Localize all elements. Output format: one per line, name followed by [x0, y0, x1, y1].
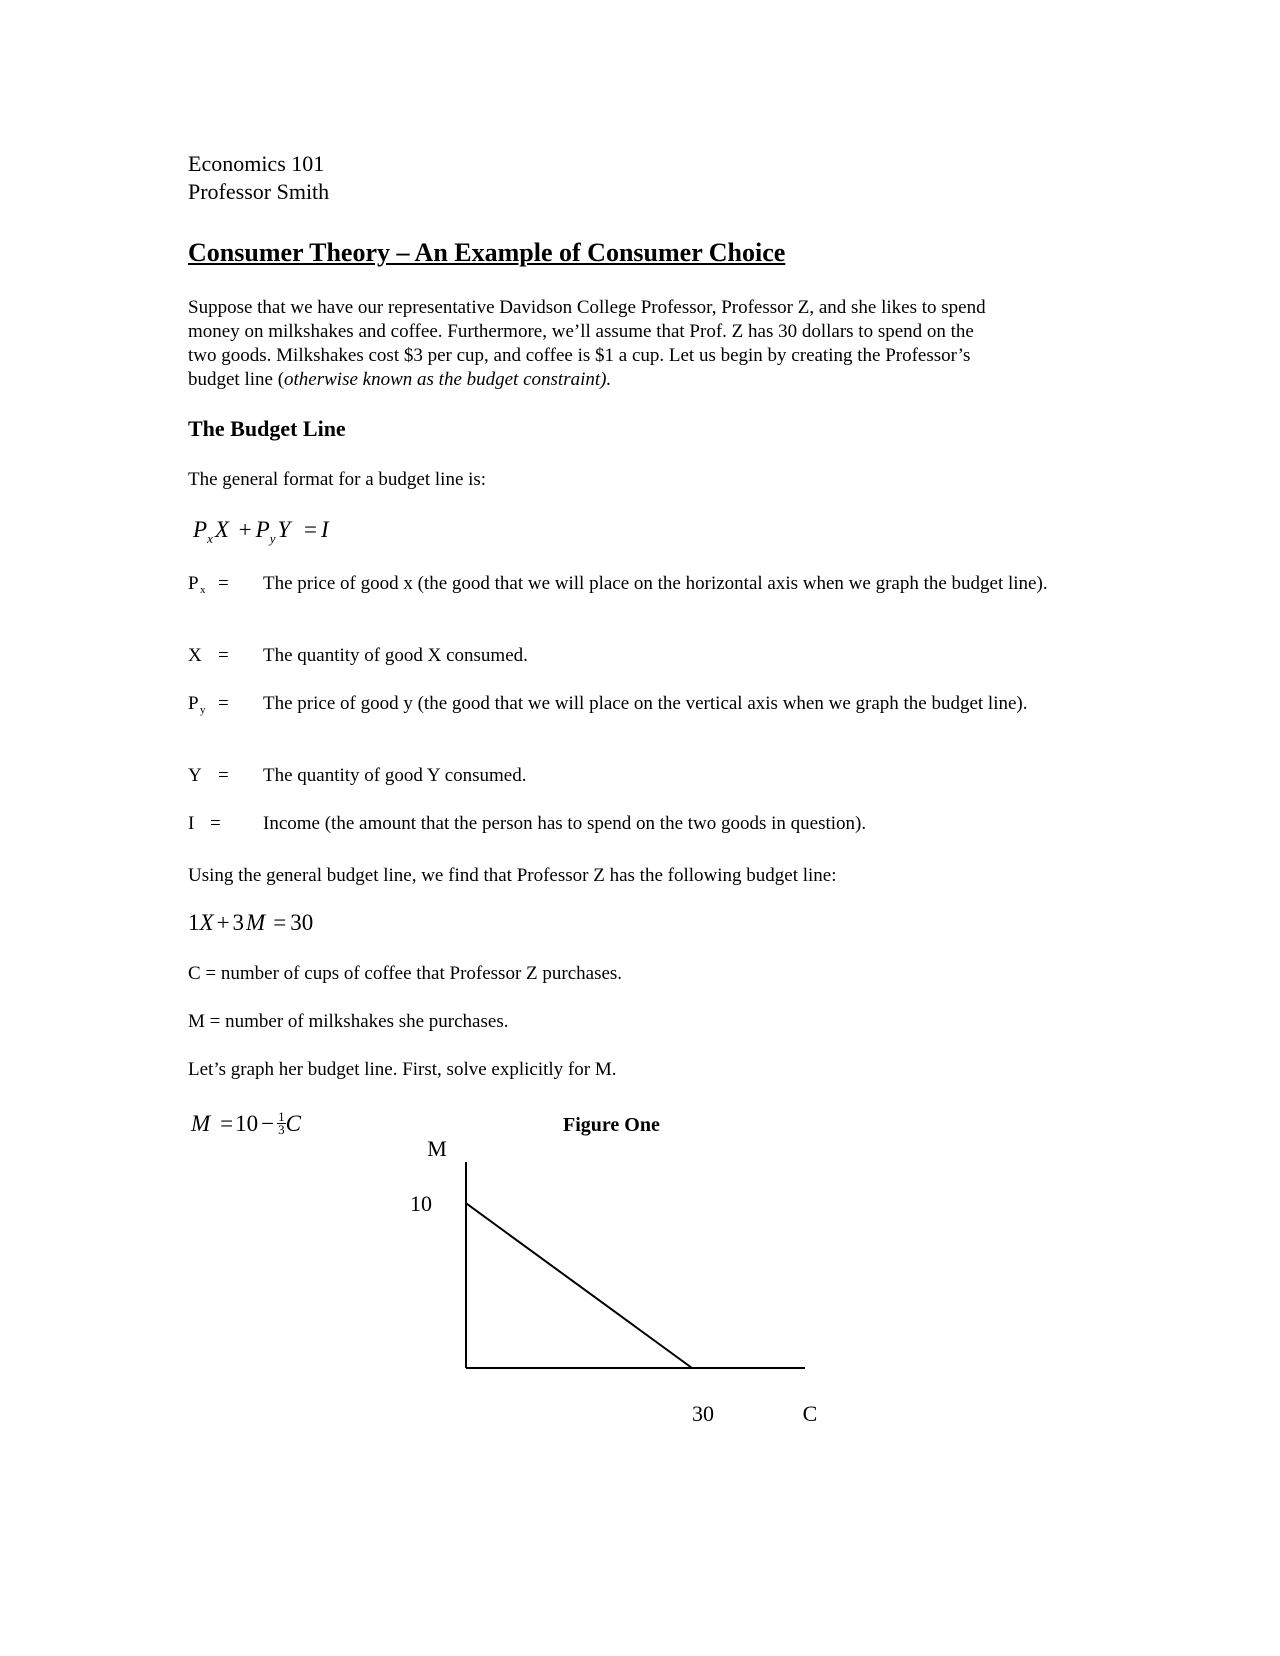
- page-title: Consumer Theory – An Example of Consumer Choice: [188, 238, 786, 267]
- m-definition: M = number of milkshakes she purchases.: [188, 1011, 509, 1032]
- seq-m: M: [191, 1111, 211, 1136]
- eq-i: I: [321, 517, 329, 542]
- definition-symbol: P: [188, 573, 199, 594]
- eq-sub-y: y: [269, 531, 276, 546]
- beq-equals: =: [273, 910, 287, 935]
- general-format-text: The general format for a budget line is:: [188, 469, 487, 490]
- y-axis-label: M: [427, 1136, 447, 1161]
- seq-10: 10: [235, 1111, 259, 1136]
- course-name: Economics 101: [188, 151, 325, 176]
- definition-description: The quantity of good Y consumed.: [263, 765, 527, 786]
- seq-frac-num: 1: [278, 1109, 285, 1125]
- figure-title: Figure One: [563, 1114, 660, 1136]
- c-definition: C = number of cups of coffee that Professor Z purchases.: [188, 963, 623, 984]
- beq-coef-3: 3: [232, 910, 245, 935]
- graph-instruction-text: Let’s graph her budget line. First, solve explicitly for M.: [188, 1059, 617, 1080]
- x-tick-label: 30: [692, 1401, 714, 1426]
- definition-equals: =: [218, 573, 229, 594]
- definition-description: The price of good x (the good that we will place on the horizontal axis when we graph the budget line).: [263, 573, 1048, 594]
- seq-frac-den: 3: [278, 1122, 285, 1138]
- x-axis-label: C: [802, 1401, 818, 1426]
- definition-equals: =: [218, 693, 229, 714]
- professor-name: Professor Smith: [188, 179, 330, 204]
- definition-symbol: P: [188, 693, 199, 714]
- seq-minus: −: [261, 1111, 275, 1136]
- intro-line-2: money on milkshakes and coffee. Furthermore, we’ll assume that Prof. Z has 30 dollars to spend on the: [188, 321, 974, 342]
- intro-line-1: Suppose that we have our representative Davidson College Professor, Professor Z, and she likes to spend: [188, 297, 986, 318]
- intro-line-4-start: budget line (: [188, 369, 285, 390]
- seq-equals: =: [220, 1111, 234, 1136]
- eq-p: P: [193, 517, 208, 542]
- definition-subscript: y: [200, 704, 206, 716]
- eq-equals: =: [304, 517, 318, 542]
- definition-description: The quantity of good X consumed.: [263, 645, 528, 666]
- definition-equals: =: [218, 765, 229, 786]
- definition-symbol: Y: [188, 765, 202, 786]
- eq-y: Y: [277, 517, 291, 542]
- eq-sub-x: x: [207, 531, 213, 546]
- definition-equals: =: [210, 813, 221, 834]
- definition-description: Income (the amount that the person has to spend on the two goods in question).: [263, 813, 867, 834]
- definition-description: The price of good y (the good that we will place on the vertical axis when we graph the budget line).: [263, 693, 1028, 714]
- intro-line-3: two goods. Milkshakes cost $3 per cup, and coffee is $1 a cup. Let us begin by creating the Professor’s: [188, 345, 971, 366]
- using-budget-line-text: Using the general budget line, we find that Professor Z has the following budget line:: [188, 865, 837, 886]
- intro-line-4-italic: otherwise known as the budget constraint).: [284, 369, 612, 390]
- seq-c: C: [285, 1111, 301, 1136]
- beq-x: X: [199, 910, 214, 935]
- definition-subscript: x: [200, 584, 206, 596]
- definition-symbol: I: [188, 813, 195, 834]
- section-heading-budget-line: The Budget Line: [188, 416, 346, 441]
- eq-plus: +: [238, 517, 252, 542]
- eq-x: X: [214, 517, 229, 542]
- y-tick-label: 10: [410, 1191, 432, 1217]
- beq-plus: +: [216, 910, 230, 935]
- definition-equals: =: [218, 645, 229, 666]
- definition-symbol: X: [188, 645, 202, 666]
- beq-coef-1: 1: [188, 910, 200, 935]
- budget-line: [466, 1203, 692, 1368]
- beq-30: 30: [290, 910, 314, 935]
- eq-p2: P: [255, 517, 270, 542]
- beq-m: M: [246, 910, 266, 935]
